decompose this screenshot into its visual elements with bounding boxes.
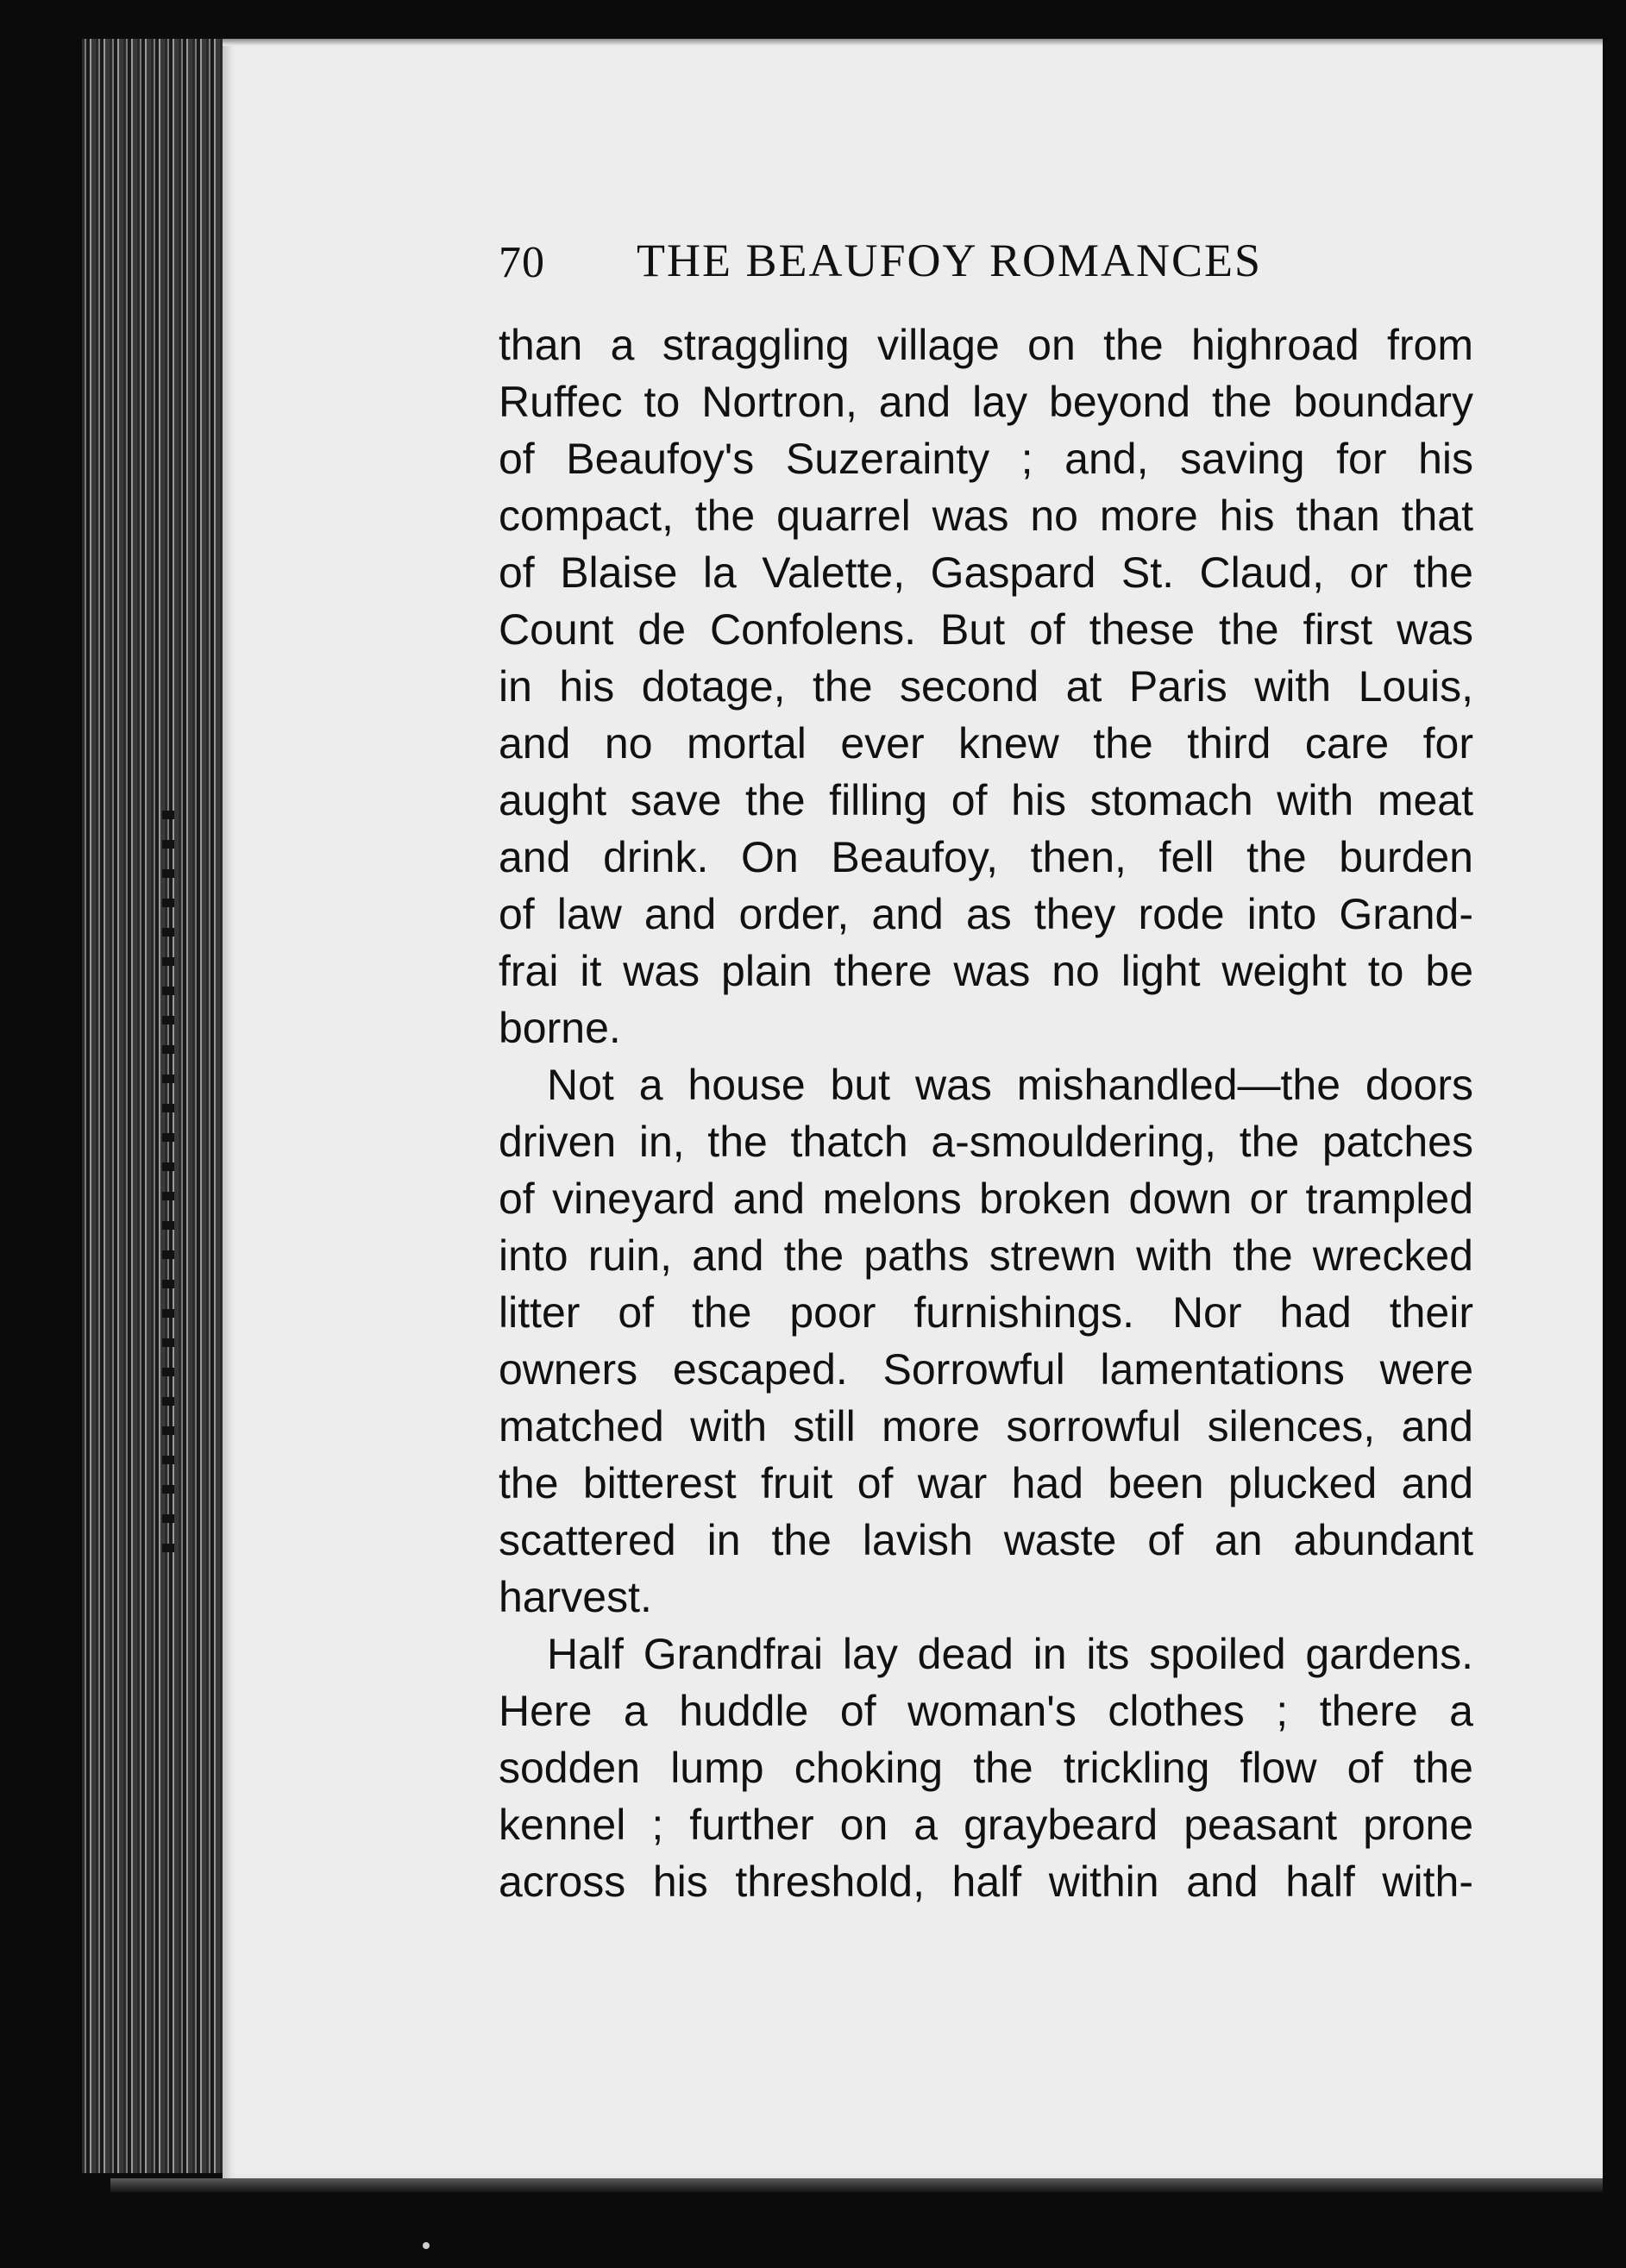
text-line: Ruffec to Nortron, and lay beyond the boundary bbox=[499, 378, 1473, 426]
text-line: Count de Confolens. But of these the first was bbox=[499, 605, 1473, 654]
text-line: Here a huddle of woman's clothes ; there a bbox=[499, 1687, 1473, 1735]
text-line: sodden lump choking the trickling flow of the bbox=[499, 1744, 1473, 1792]
text-line: of Beaufoy's Suzerainty ; and, saving for his bbox=[499, 435, 1473, 483]
text-line: owners escaped. Sorrowful lamentations were bbox=[499, 1345, 1473, 1394]
text-line: and no mortal ever knew the third care for bbox=[499, 719, 1473, 767]
text-line: in his dotage, the second at Paris with Louis, bbox=[499, 662, 1473, 711]
text-line: across his threshold, half within and half with- bbox=[499, 1858, 1473, 1906]
text-line: compact, the quarrel was no more his than that bbox=[499, 492, 1473, 540]
text-line: frai it was plain there was no light weight to be bbox=[499, 947, 1473, 995]
page-top-edge bbox=[223, 39, 1603, 46]
text-line: and drink. On Beaufoy, then, fell the burden bbox=[499, 833, 1473, 881]
gutter-tick-marks bbox=[162, 811, 174, 1561]
scan-speck bbox=[423, 2242, 430, 2249]
text-line: kennel ; further on a graybeard peasant prone bbox=[499, 1801, 1473, 1849]
text-line: harvest. bbox=[499, 1573, 652, 1621]
text-line: driven in, the thatch a-smouldering, the patches bbox=[499, 1118, 1473, 1166]
book-page bbox=[223, 39, 1603, 2182]
text-line: borne. bbox=[499, 1004, 621, 1052]
body-text bbox=[499, 316, 1473, 1910]
text-line: of law and order, and as they rode into Grand- bbox=[499, 890, 1473, 938]
text-line: than a straggling village on the highroad from bbox=[499, 321, 1473, 369]
text-line: aught save the filling of his stomach with meat bbox=[499, 776, 1473, 824]
page-bottom-edge bbox=[110, 2178, 1603, 2192]
text-line: matched with still more sorrowful silences, and bbox=[499, 1402, 1473, 1450]
text-line: Not a house but was mishandled—the doors bbox=[547, 1061, 1473, 1109]
text-line: scattered in the lavish waste of an abundant bbox=[499, 1516, 1473, 1564]
text-line: litter of the poor furnishings. Nor had their bbox=[499, 1288, 1473, 1337]
running-head: THE BEAUFOY ROMANCES bbox=[637, 235, 1263, 286]
text-line: of Blaise la Valette, Gaspard St. Claud, or the bbox=[499, 548, 1473, 597]
text-line: of vineyard and melons broken down or trampled bbox=[499, 1175, 1473, 1223]
page-number: 70 bbox=[499, 238, 545, 287]
text-line: Half Grandfrai lay dead in its spoiled gardens. bbox=[547, 1630, 1473, 1678]
page-header bbox=[499, 220, 1551, 298]
text-line: the bitterest fruit of war had been plucked and bbox=[499, 1459, 1473, 1507]
text-line: into ruin, and the paths strewn with the wrecked bbox=[499, 1231, 1473, 1280]
